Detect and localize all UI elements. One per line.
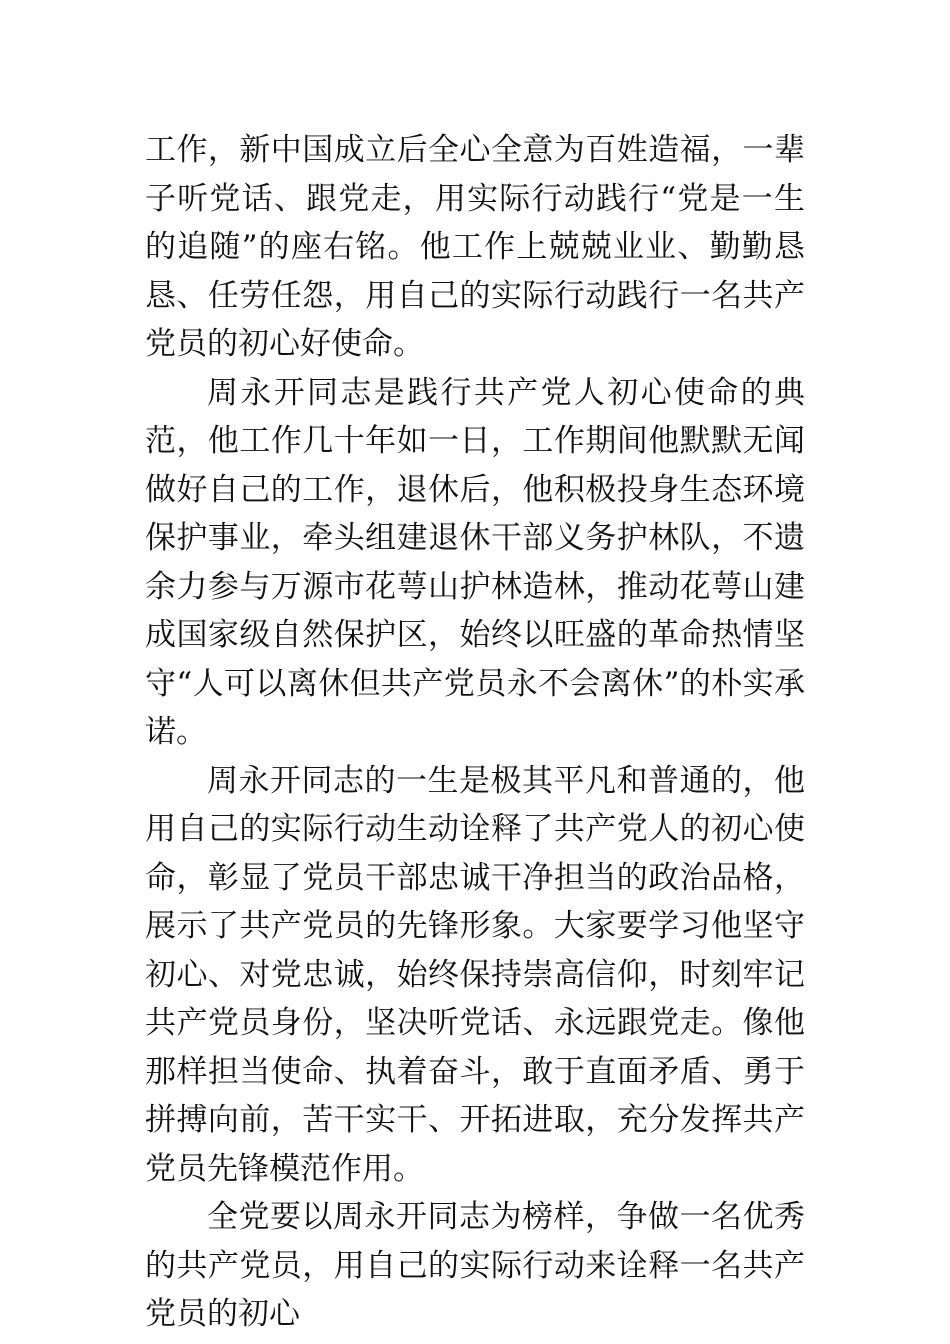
paragraph-continuation: 工作，新中国成立后全心全意为百姓造福，一辈子听党话、跟党走，用实际行动践行“党是一生的追随”的座右铭。他工作上兢兢业业、勤勤恳恳、任劳任怨，用自己的实际行动践行一名共产党员的初心好使命。 bbox=[145, 132, 805, 362]
paragraph: 全党要以周永开同志为榜样，争做一名优秀的共产党员，用自己的实际行动来诠释一名共产党员的初心 bbox=[145, 1199, 805, 1332]
document-body bbox=[145, 126, 805, 1339]
paragraph: 周永开同志是践行共产党人初心使命的典范，他工作几十年如一日，工作期间他默默无闻做好自己的工作，退休后，他积极投身生态环境保护事业，牵头组建退休干部义务护林队，不遗余力参与万源市花萼山护林造林，推动花萼山建成国家级自然保护区，始终以旺盛的革命热情坚守“人可以离休但共产党员永不会离休”的朴实承诺。 bbox=[145, 374, 805, 750]
paragraph: 周永开同志的一生是极其平凡和普通的，他用自己的实际行动生动诠释了共产党人的初心使命，彰显了党员干部忠诚干净担当的政治品格，展示了共产党员的先锋形象。大家要学习他坚守初心、对党忠诚，始终保持崇高信仰，时刻牢记共产党员身份，坚决听党话、永远跟党走。像他那样担当使命、执着奋斗，敢于直面矛盾、勇于拼搏向前，苦干实干、开拓进取，充分发挥共产党员先锋模范作用。 bbox=[145, 762, 805, 1187]
